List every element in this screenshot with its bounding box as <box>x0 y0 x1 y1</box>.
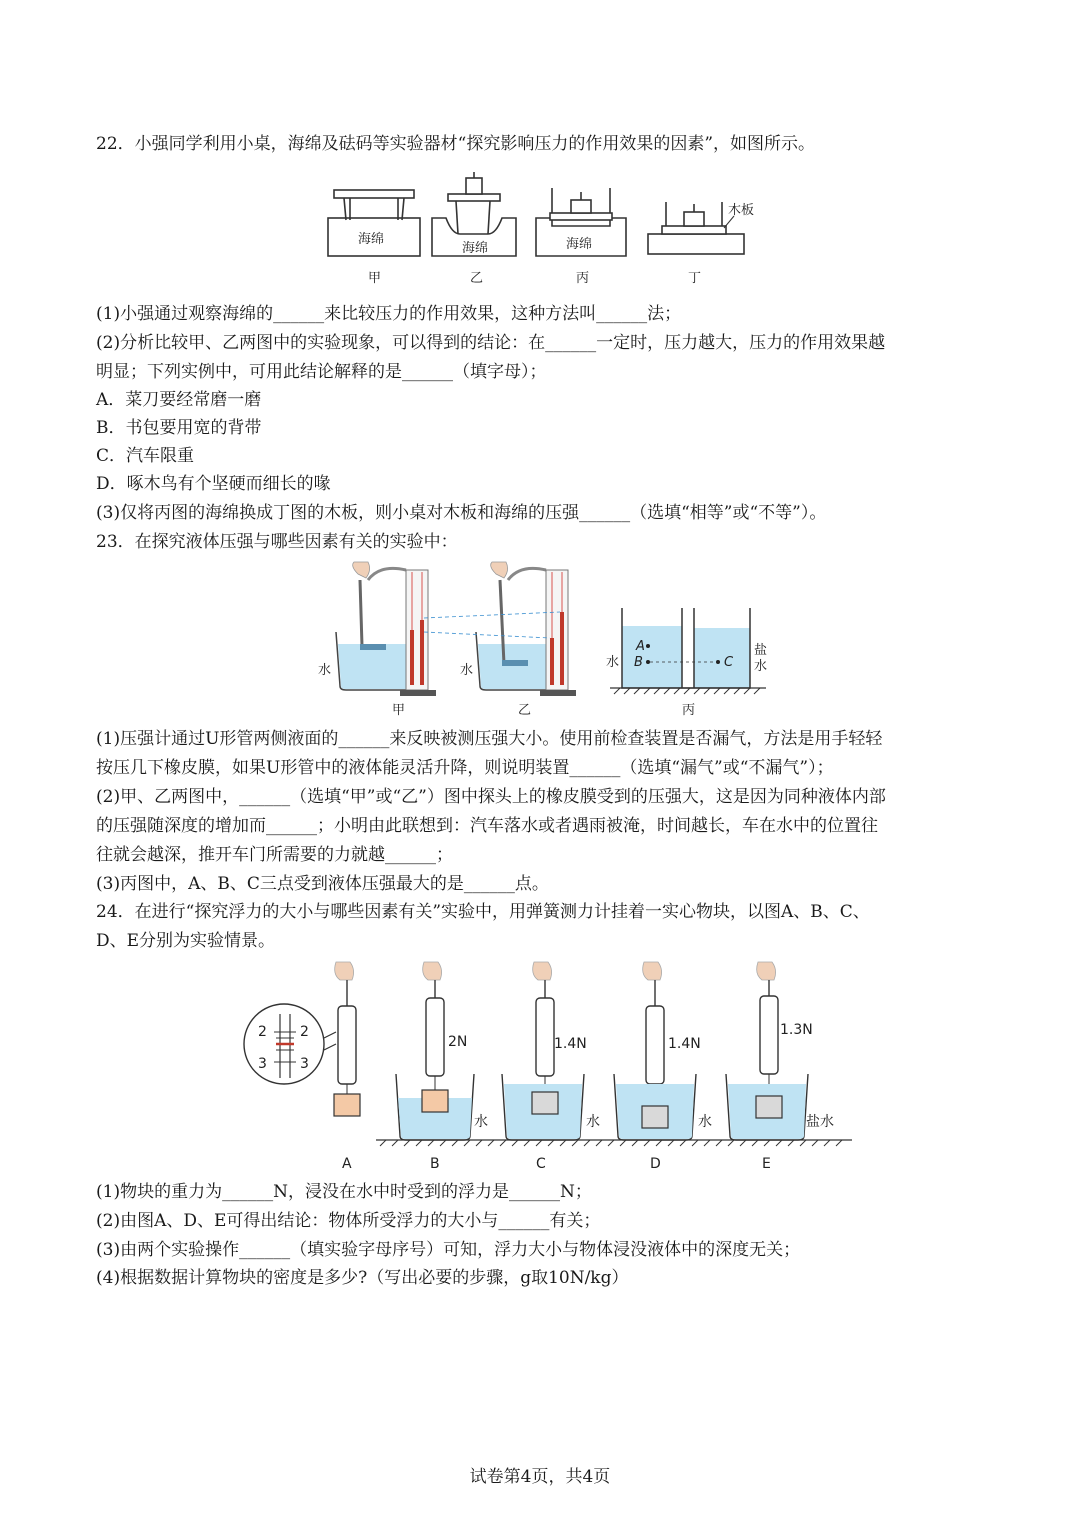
salt-water-e: 盐水 <box>806 1114 834 1130</box>
q22-option-b: B．书包要用宽的背带 <box>96 418 262 438</box>
board-label: 木板 <box>728 203 755 218</box>
reading-b: 2N <box>448 1034 468 1050</box>
q22-s2a: (2)分析比较甲、乙两图中的实验现象，可以得到的结论：在______一定时，压力越大，压力的作用效果越 <box>96 333 886 353</box>
tick-2-right: 2 <box>300 1024 309 1040</box>
caption-23-yi: 乙 <box>518 703 532 718</box>
q23-figure <box>310 560 790 720</box>
tick-3-right: 3 <box>300 1056 309 1072</box>
q23-s3: (3)丙图中，A、B、C三点受到液体压强最大的是______点。 <box>96 874 549 894</box>
q24-s3: (3)由两个实验操作______（填实验字母序号）可知，浮力大小与物体浸没液体中的深度无关； <box>96 1240 801 1260</box>
q22-s3: (3)仅将丙图的海绵换成丁图的木板，则小桌对木板和海绵的压强______（选填“相等”或“不等”）。 <box>96 503 827 523</box>
q22-s1: (1)小强通过观察海绵的______来比较压力的作用效果，这种方法叫______法； <box>96 304 682 324</box>
water-label-jia: 水 <box>318 663 332 678</box>
q23-s2a: (2)甲、乙两图中，______（选填“甲”或“乙”）图中探头上的橡皮膜受到的压强大，这是因为同种液体内部 <box>96 787 886 807</box>
q22-figure <box>320 168 760 288</box>
caption-23-jia: 甲 <box>392 703 406 718</box>
point-c: C <box>724 655 734 670</box>
point-b: B <box>634 655 643 670</box>
point-a: A <box>636 639 645 654</box>
q24-s2: (2)由图A、D、E可得出结论：物体所受浮力的大小与______有关； <box>96 1211 601 1231</box>
reading-e: 1.3N <box>780 1022 813 1038</box>
setup-a <box>334 962 360 1116</box>
containers-bing <box>610 608 766 694</box>
caption-ding: 丁 <box>688 271 702 286</box>
page-footer: 试卷第4页，共4页 <box>469 1467 611 1487</box>
beaker-jia <box>336 562 414 690</box>
water-label-yi: 水 <box>460 663 474 678</box>
caption-23-bing: 丙 <box>682 703 696 718</box>
q23-s2b: 的压强随深度的增加而______；小明由此联想到：汽车落水或者遇雨被淹，时间越长，车在水中的位置往 <box>96 816 878 836</box>
beaker-yi <box>476 562 554 690</box>
tick-2-left: 2 <box>258 1024 267 1040</box>
caption-c: C <box>536 1156 546 1172</box>
q24-figure <box>240 958 860 1178</box>
q24-stem-1: 24．在进行“探究浮力的大小与哪些因素有关”实验中，用弹簧测力计挂着一实心物块，以图A、B、C、 <box>96 902 870 922</box>
caption-e: E <box>762 1156 771 1172</box>
scale-zoom <box>244 1004 336 1084</box>
water-c: 水 <box>586 1114 600 1130</box>
q22-option-a: A．菜刀要经常磨一磨 <box>96 390 262 410</box>
q23-s2c: 往就会越深，推开车门所需要的力就越______； <box>96 845 453 865</box>
q24-stem-2: D、E分别为实验情景。 <box>96 931 276 951</box>
salt-label-1: 盐 <box>754 643 768 658</box>
q24-s1: (1)物块的重力为______N，浸没在水中时受到的浮力是______N； <box>96 1182 592 1202</box>
sponge-label-yi: 海绵 <box>462 241 489 256</box>
reading-c: 1.4N <box>554 1036 587 1052</box>
caption-a: A <box>342 1156 352 1172</box>
caption-bing: 丙 <box>576 271 590 286</box>
salt-label-2: 水 <box>754 659 768 674</box>
setup-b <box>396 962 474 1140</box>
q22-stem: 22．小强同学利用小桌，海绵及砝码等实验器材“探究影响压力的作用效果的因素”，如图所示。 <box>96 134 816 154</box>
water-label-bing: 水 <box>606 655 620 670</box>
q23-s1b: 按压几下橡皮膜，如果U形管中的液体能灵活升降，则说明装置______（选填“漏气”或“不漏气”）； <box>96 758 834 778</box>
water-d: 水 <box>698 1114 712 1130</box>
q22-s2b: 明显；下列实例中，可用此结论解释的是______（填字母）； <box>96 362 547 382</box>
q24-s4: (4)根据数据计算物块的密度是多少?（写出必要的步骤，g取10N/kg） <box>96 1268 629 1288</box>
caption-b: B <box>430 1156 440 1172</box>
q23-stem: 23．在探究液体压强与哪些因素有关的实验中： <box>96 532 458 552</box>
sponge-label-jia: 海绵 <box>358 232 385 247</box>
tick-3-left: 3 <box>258 1056 267 1072</box>
water-b: 水 <box>474 1114 488 1130</box>
caption-d: D <box>650 1156 661 1172</box>
setup-e <box>726 962 808 1140</box>
caption-yi: 乙 <box>470 271 484 286</box>
q22-option-c: C．汽车限重 <box>96 446 195 466</box>
q23-s1a: (1)压强计通过U形管两侧液面的______来反映被测压强大小。使用前检查装置是否漏气，方法是用手轻轻 <box>96 729 883 749</box>
sponge-label-bing: 海绵 <box>566 237 593 252</box>
reading-d: 1.4N <box>668 1036 701 1052</box>
q22-option-d: D．啄木鸟有个坚硬而细长的喙 <box>96 474 331 494</box>
caption-jia: 甲 <box>368 271 382 286</box>
